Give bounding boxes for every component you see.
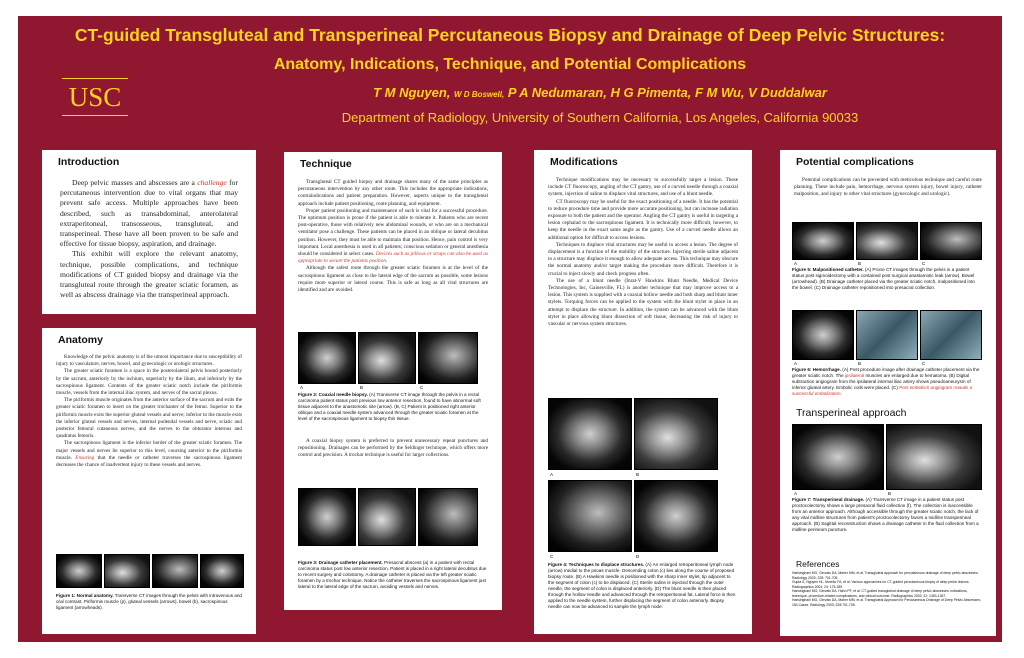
fig6-label-c: C (922, 361, 926, 366)
figure-2-image-a (298, 332, 356, 384)
anatomy-p4-a: The sacrospinous ligament is the inferior border of the greater sciatic foramen. The major vessels and nerves lie superior to this level, coursing anterior to the piriformis muscle. (56, 440, 242, 461)
fig5-label-a: A (794, 261, 798, 266)
technique-p3: Although the safest route through the greater sciatic foramen is at the level of the sacrospinous ligament as close to the lateral edge of the sacrum as possible, some lesions require more superior or lateral course. This is safe as long as all vital structures are identified and are avoided. (298, 265, 488, 294)
authors-part-a: T M Nguyen, (373, 85, 451, 100)
reference-3: Harisinghani MG, Gervais DA, Hahn PF, et al. CT-guided transgluteal drainage of deep pelvic abscesses: indications, technique, procedure-related complications, and clinical outcome. Radiographics 2002; 22: 1353-1367. (792, 589, 968, 598)
anatomy-p3: The piriformis muscle originates from the anterior surface of the sacrum and exits the greater sciatic foramen to insert on the greater trochanter of the femur. Superior to the piriformis muscle exits the superior gluteal vessels and nerve; inferior to the muscle exits the inferior gluteal vessels and nerves, internal pudendal vessels and nerve, sciatic and posterior femoral cutaneous nerves, and the nerves to the obturator internus and quadratus femoris. (56, 397, 242, 440)
technique-p2 (284, 208, 502, 266)
fig2-bold: Figure 2: Coaxial needle biopsy. (298, 392, 368, 397)
fig3-bold: Figure 3: Drainage catheter placement. (298, 560, 383, 565)
figure-6-image-a (792, 310, 854, 360)
fig6-text-b: muscles are enlarged due to hematoma. (B) Digital subtraction angiogram from the ipsilateral internal iliac artery shows pseudoaneurysm of inferior gluteal artery. Embolic coils were placed. (C) (792, 373, 971, 390)
fig7-label-a: A (794, 491, 798, 496)
figure-2-image-b (358, 332, 416, 384)
transperineal-panel (780, 404, 996, 564)
anatomy-p4 (42, 440, 256, 469)
figure-6-caption (792, 367, 982, 397)
anatomy-panel (42, 328, 256, 634)
complications-p1: Potential complications can be prevented with meticulous technique and careful route planning. These include pain, hemorrhage, nervous system injury, bowel injury, catheter malposition, and injury to other vital structures (gynecologic and urologic). (794, 177, 982, 198)
fig3-text: Presacral abscess (a) in a patient with rectal carcinoma status post low anterior resection. Patient is placed in a right lateral decubitus due to recent surgery and colostomy. A drainage catheter is placed via the left greater sciatic foramen by a trochar technique. Notice the catheter traverses the sacrospinous ligament just lateral to the lateral edge of the sacrum, avoiding vessels and nerves. (298, 560, 487, 589)
figure-4-image-b (634, 398, 718, 470)
fig4-label-d: D (636, 554, 640, 559)
fig4-text: (A) An enlarged retroperitoneal lymph node (arrow) medial to the psoas muscle. Descending colon (c) lies along the course of proposed biopsy route. (B) A Hawkins needle is positioned with the sharp inner stylet, tip adjacent to the segment of colon (c) to be displaced. (C) Sterile saline is injected through the outer needle, the segment of colon is displaced anteriorly. (D) The blunt needle is then placed through the hollow needle and advanced through the retroperitoneal fat. Lateral force is then applied to the needle system, further displacing the segment of colon anteriorly. Biopsy needle can now be advanced to sample the lymph node. (548, 562, 736, 609)
figure-1-caption (56, 593, 242, 611)
fig2-label-b: B (360, 385, 364, 390)
fig4-label-b: B (636, 472, 640, 477)
fig7-label-b: B (888, 491, 892, 496)
intro-p1-em: challenge (197, 178, 227, 187)
figure-6-image-c (920, 310, 982, 360)
figure-5-image-b (856, 222, 918, 260)
reference-4: Harisinghani MG, Gervais DA, Maher MM, et al. Transgluteal Approach for Percutaneous Drainage of Deep Pelvic Abscesses: 154 Cases. Radiology 2003; 228:701-705. (792, 598, 981, 607)
logo-rule-bottom (62, 115, 128, 116)
fig6-bold: Figure 6: Hemorrhage. (792, 367, 842, 372)
fig2-text: (A) Transverse CT image through the pelvis in a rectal carcinoma patient status post previous low anterior resection, found to have abnormal soft tissue adjacent to the anastomotic site (arrow). (B, C) Patient is positioned right anterior oblique and a coaxial needle system advanced through the greater sciatic foramen at the level of the sacrospinous ligament to biopsy this tissue. (298, 392, 481, 421)
introduction-panel (42, 150, 256, 314)
modifications-heading: Modifications (550, 156, 618, 168)
introduction-p1 (42, 178, 256, 249)
modifications-p4: The use of a blunt needle (Inrat-V Hawkins Blunt Needle, Medical Device Technologies, Inc, Gainesville, FL) is another technique that may improve access to a lesion. This system is supplied with a coaxial hollow needle and both sharp and blunt inner stylets. Torquing forces can be applied to the system with the blunt stylet in place in an attempt to displace the structure. In addition, the system can be advanced with the blunt stylet in place allowing blunt dissection of soft tissue, decreasing the risk of injury to vascular or nervous system structures. (548, 277, 738, 328)
technique-p1: Transgluteal CT guided biopsy and drainage shares many of the same principles as percutaneous intervention by any other route. This includes the appropriate indications, contraindications and patient preparation. However, aspects unique to the transgluteal approach include patient positioning, route planning, and equipment. (298, 179, 488, 207)
modifications-panel (534, 150, 752, 634)
usc-logo (62, 78, 128, 128)
figure-6-image-b (856, 310, 918, 360)
fig4-label-c: C (550, 554, 554, 559)
title-line-1: CT-guided Transgluteal and Transperineal Percutaneous Biopsy and Drainage of Deep Pelvic Structures: (74, 25, 946, 45)
figure-4-image-d (634, 480, 718, 552)
complications-heading: Potential complications (796, 156, 914, 168)
figure-3-image-b (358, 488, 416, 546)
modifications-p3: Techniques to displace vital structures may be useful to access a lesion. The degree of displacement is a function of the mobility of the structure. Injecting sterile saline adjacent to a structure may displace it enough to allow adequate access. This technique may obscure the normal anatomy and/or target making the procedure more difficult. Therefore it is crucial to inject slowly and check progress often. (548, 241, 738, 277)
fig6-label-b: B (858, 361, 862, 366)
figure-1-image-c (152, 554, 198, 588)
fig2-label-a: A (300, 385, 304, 390)
figure-5-image-a (792, 222, 854, 260)
poster (18, 16, 1002, 642)
department: Department of Radiology, University of Southern California, Los Angeles, California 90033 (341, 110, 859, 125)
fig6-label-a: A (794, 361, 798, 366)
technique-p2-em: Devices such as pillows or straps can also be used as appropriate to secure the patients position. (298, 251, 488, 265)
complications-panel (780, 150, 996, 410)
fig1-bold: Figure 1: Normal anatomy. (56, 593, 114, 598)
logo-text: USC (68, 82, 122, 112)
fig4-bold: Figure 4: Techniques to displace structures. (548, 562, 645, 567)
figure-3-image-c (418, 488, 478, 546)
introduction-heading: Introduction (58, 156, 120, 168)
fig1-text: Transverse CT images through the pelvis with intravenous and oral contrast. Piriformis muscle (p), gluteal vessels (arrows), bowel (b), sacrospinous ligament (arrowheads). (56, 593, 242, 610)
anatomy-p4-em: Ensuring (75, 454, 95, 461)
intro-p1-b: for percutaneous intervention due to vital organs that may prevent safe access. Multiple approaches have been described, such as transabdominal, anterolateral extraperitoneal, transosseous, transgluteal, and transperineal. These have all been proven to be safe and effective for tissue biopsy, aspiration, and drainage. (60, 178, 238, 249)
fig5-label-c: C (922, 261, 926, 266)
fig6-em1: ipsilateral (844, 373, 865, 378)
fig7-text: (A) Transverse CT image in a patient status post proctocolectomy shows a large presacral fluid collection (f). The collection is inaccessible from an anterior approach. Although accessible through the greater sciatic notch, the lack of any vital midline structures from patient's proctocolectomy favors a midline transperineal approach. (B) Sagittal reconstruction shows a drainage catheter in the fluid collection from a midline perineum puncture. (792, 497, 979, 532)
fig5-label-b: B (858, 261, 862, 266)
anatomy-p2: The greater sciatic foramen is a space in the posterolateral pelvis bound posteriorly by the sacrum, anteriorly by the ischium, superiorly by the ilium, and inferiorly by the sacrospinous ligament. Contents of the greater sciatic notch include the piriformis muscle, vessels from the internal iliac system, and nerves of the sacral plexus. (56, 368, 242, 397)
figure-3-caption (298, 560, 488, 590)
figure-7-image-a (792, 424, 884, 490)
reference-2: Gupta S, Nguyen HL, Morello FA, et al. Various approaches for CT-guided percutaneous biopsy of deep pelvic lesions. Radiographics 2004; 24: 175-189. (792, 580, 970, 589)
figure-5-image-c (920, 222, 982, 260)
introduction-p2: This exhibit will explore the relevant anatomy, technique, possible complications, and technique modifications of CT guided biopsy and drainage via the transgluteal route through the greater sciatic foramen, as well as abscess drainage via the transperineal approach. (60, 249, 238, 300)
authors (198, 85, 1002, 100)
reference-1: Harisinghani MG, Gervais DA, Maher MM, et al. Transgluteal approach for percutaneous drainage of deep pelvic abscesses. Radiology 2003; 228: 701-705. (792, 571, 979, 580)
modifications-p2: CT fluoroscopy may be useful for the exact positioning of a needle. It has the potential to reduce procedure time and provide more accurate positioning, but can increase radiation exposure to both the patient and the operator. Angling the CT gantry is useful in targeting a lesion cephalad to the sacrospinous ligament. It is technically more difficult, however, to keep the needle in the exact same angle as the gantry. Use of a curved needle allows an additional option for difficult to access lesions. (548, 198, 738, 241)
technique-panel (284, 152, 502, 610)
fig2-label-c: C (420, 385, 424, 390)
fig6-em2: Post embolism angiogram reveals a successful embolization. (792, 385, 973, 396)
fig4-label-a: A (550, 472, 554, 477)
intro-p1-a: Deep pelvic masses and abscesses are a (72, 178, 198, 187)
fig7-bold: Figure 7: Transperineal drainage. (792, 497, 865, 502)
figure-1-image-d (200, 554, 244, 588)
authors-small: W D Boswell, (454, 90, 505, 99)
anatomy-heading: Anatomy (58, 334, 103, 346)
figure-1-image-a (56, 554, 102, 588)
technique-heading: Technique (300, 158, 352, 170)
title-line-2: Anatomy, Indications, Technique, and Potential Complications (273, 56, 747, 73)
references-panel (780, 556, 996, 636)
technique-p4: A coaxial biopsy system is preferred to prevent unnecessary repeat punctures and repositioning. Drainages can be performed by the Seldinger technique, which offers more control and precision. A trochar technique is useful for larger collections. (298, 438, 488, 459)
fig5-text: (A) Prone CT images through the pelvis in a patient status post sigmoidectomy with a contained post surgical anastamotic leak (arrow). Bowel (arrowhead). (B) Drainage catheter placed via the greater sciatic notch, malpositioned into the bowel. (C) Drainage catheter repositioned into presacral collection. (792, 267, 975, 290)
figure-3-image-a (298, 488, 356, 546)
anatomy-p1: Knowledge of the pelvic anatomy is of the utmost importance due to susceptibility of injury to vasculature, nerves, bowel, and gynecologic or urologic structures. (56, 354, 242, 368)
references-heading: References (796, 559, 840, 569)
modifications-p1: Technique modifications may be necessary to successfully target a lesion. These include CT fluoroscopy, angling of the CT gantry, use of a curved needle through a coaxial system, injection of saline to displace vital structures, and use of a blunt needle. (548, 177, 738, 198)
figure-7-caption (792, 497, 982, 533)
figure-2-caption (298, 392, 488, 422)
anatomy-p4-b: that the needle or catheter traverses the sacrospinous ligament decreases the chance of inadvertent injury to these vessels and nerves. (56, 454, 242, 469)
figure-2-image-c (418, 332, 478, 384)
fig5-bold: Figure 5: Malpositioned catheter. (792, 267, 864, 272)
figure-4-image-a (548, 398, 632, 470)
authors-part-b: P A Nedumaran, H G Pimenta, F M Wu, V Duddalwar (507, 85, 827, 100)
technique-p2-text: Proper patient positioning and maintenance of such is vital for a successful procedure. The optimum position is prone if the patient is able to tolerate it. Patients who are recent post-operative, those with relatively new abdominal wounds, or who are on a mechanical ventilator pose a challenge. These patients can be placed in an oblique or lateral decubitus position. However, they must be able to maintain that position. Hence, pain control is very important. Local anesthesia is used in all patients; conscious sedation or general anesthesia should be considered in select cases. (298, 207, 488, 258)
figure-7-image-b (886, 424, 982, 490)
figure-4-caption (548, 562, 738, 610)
transperineal-heading: Transperineal approach (796, 407, 907, 419)
fig6-text-a: (A) Post procedure image after drainage catheter placement via the greater sciatic notch. The (792, 367, 980, 378)
figure-4-image-c (548, 480, 632, 552)
figure-1-image-b (104, 554, 150, 588)
figure-5-caption (792, 267, 982, 291)
